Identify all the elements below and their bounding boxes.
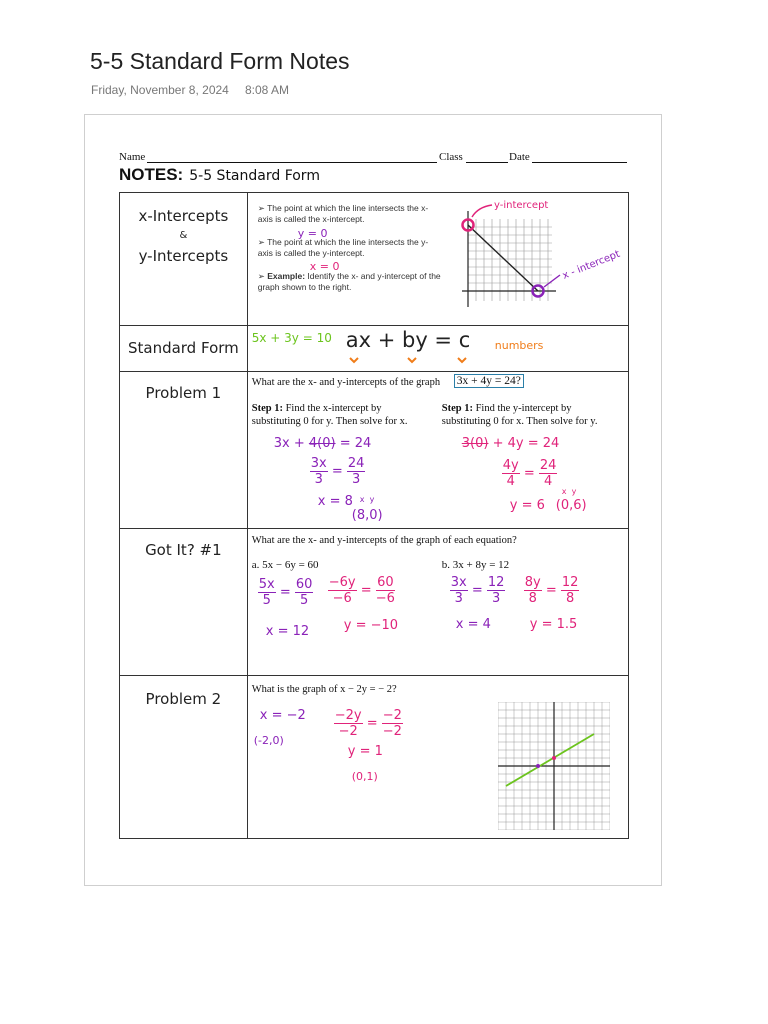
gb-answer-y: y = 1.5 [529,617,578,632]
got-it-equation-a: a. 5x − 6y = 60 [251,559,319,571]
annotation-y-equals-0: y = 0 [297,227,328,240]
ga-fraction-x: $\frac{5x}{5}$ = $\frac{60}{5}$ [258,577,313,608]
p1-right-xy-labels: x y [561,487,577,496]
intercepts-label-x: x-Intercepts [138,207,229,225]
date-label: Date [509,151,530,163]
p1-right-line1: 3(0) + 4y = 24 [461,436,560,451]
intercepts-label-y: y-Intercepts [138,247,229,265]
graph-x-intercept-label: x - intercept [560,248,622,282]
bullet-y-intercept: ➢ The point at which the line intersects the y-axis is called the y-intercept. [257,237,429,258]
p2-fraction: $\frac{-2y}{-2}$ = $\frac{-2}{-2}$ [334,708,402,739]
got-it-label: Got It? #1 [145,541,222,559]
notes-table [119,192,629,839]
p1-right-answer: y = 6 [509,498,545,513]
problem-2-graph [498,702,610,830]
ga-answer-x: x = 12 [265,624,310,639]
class-label: Class [439,151,463,163]
bullet-x-intercept: ➢ The point at which the line intersects the x-axis is called the x-intercept. [257,203,429,224]
problem-1-equation: 3x + 4y = 24? [454,374,524,388]
p2-y-intercept-dot [552,756,556,760]
formula-arrows [346,354,476,364]
annotation-x-equals-0: x = 0 [309,260,340,273]
ga-answer-y: y = −10 [343,618,399,633]
standard-form-label: Standard Form [127,339,239,357]
p2-point-1: (-2,0) [253,734,284,747]
problem-2-label: Problem 2 [145,690,222,708]
row-intercepts [120,193,629,326]
bullet-example: ➢ Example: Identify the x- and y-intercept of the graph shown to the right. [257,271,441,292]
problem-1-label: Problem 1 [145,384,222,402]
p1-right-fraction: $\frac{4y}{4}$ = $\frac{24}{4}$ [502,458,557,489]
page-date: Friday, November 8, 2024 [91,83,229,97]
got-it-question: What are the x- and y-intercepts of the graph of each equation? [251,535,517,546]
gb-fraction-y: $\frac{8y}{8}$ = $\frac{12}{8}$ [524,575,579,606]
worksheet-image [84,114,662,886]
problem-2-question: What is the graph of x − 2y = − 2? [251,684,397,695]
p2-x-intercept-dot [536,764,540,768]
name-label: Name [119,151,146,163]
problem-1-step-x: Step 1: Find the x-intercept by substituting 0 for y. Then solve for x. [251,403,408,427]
row-standard-form [120,326,629,372]
p1-left-point: (8,0) [351,508,383,523]
row-problem-1 [120,372,629,529]
ga-fraction-y: $\frac{-6y}{-6}$ = $\frac{60}{-6}$ [328,575,395,606]
p2-x-value: x = −2 [259,708,306,723]
p2-point-2: (0,1) [351,770,378,783]
p1-left-fraction: $\frac{3x}{3}$ = $\frac{24}{3}$ [310,456,365,487]
p2-y-value: y = 1 [347,744,383,759]
p1-left-xy-labels: x y [359,495,375,504]
page-time: 8:08 AM [245,83,290,97]
graph-y-intercept-label: y-intercept [493,200,549,211]
date-blank [532,162,627,163]
page-title: 5-5 Standard Form Notes [90,48,350,74]
row-got-it [120,529,629,676]
class-blank [466,162,508,163]
got-it-equation-b: b. 3x + 8y = 12 [441,559,510,571]
intercepts-graph [452,197,628,321]
problem-1-question: What are the x- and y-intercepts of the graph [251,377,441,388]
notes-title: NOTES: 5-5 Standard Form [119,165,320,184]
problem-1-step-y: Step 1: Find the y-intercept by substituting 0 for x. Then solve for y. [441,403,598,427]
p1-right-point: (0,6) [555,498,587,513]
p1-left-answer: x = 8 [317,494,353,509]
standard-form-note: numbers [494,339,544,352]
row-problem-2 [120,676,629,839]
gb-fraction-x: $\frac{3x}{3}$ = $\frac{12}{3}$ [450,575,505,606]
gb-answer-x: x = 4 [455,617,491,632]
name-blank [147,162,437,163]
standard-form-formula: ax + by = c [345,328,471,352]
p1-left-line1: 3x + 4(0) = 24 [273,436,372,451]
ampersand: & [179,230,188,241]
standard-form-example: 5x + 3y = 10 [251,331,332,345]
